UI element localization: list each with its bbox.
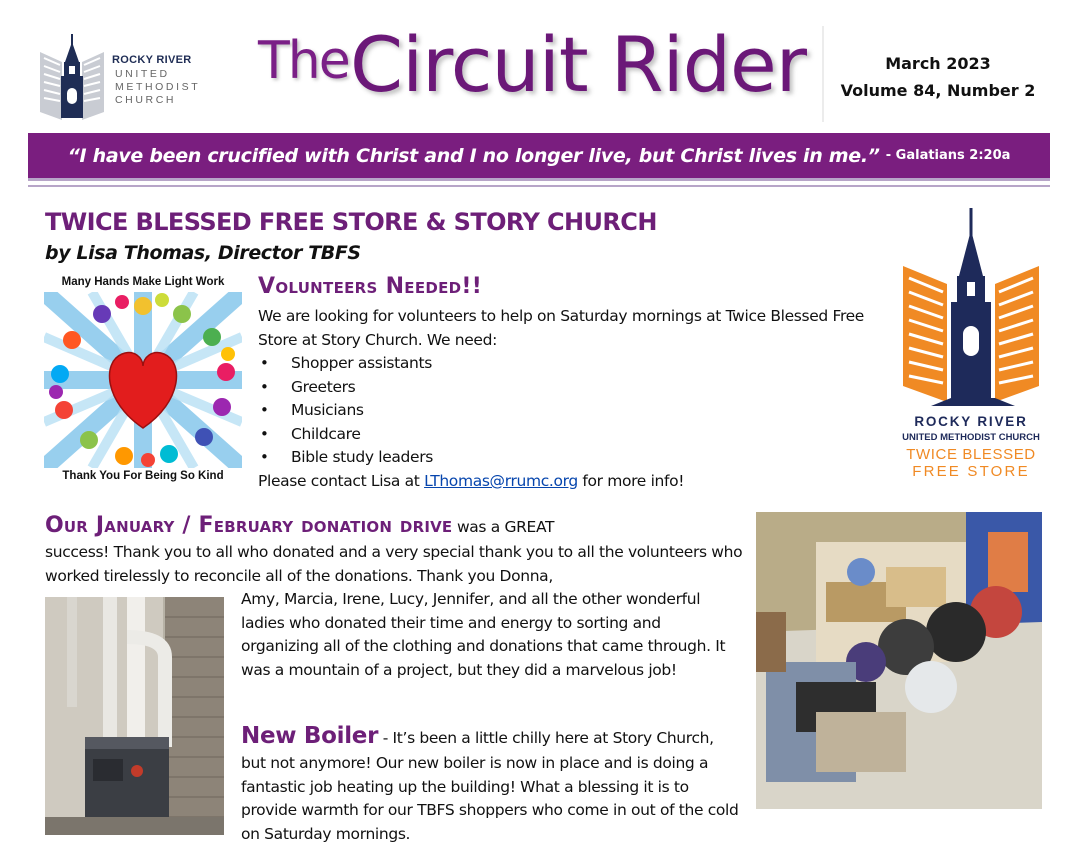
list-item: • Bible study leaders [258, 446, 658, 470]
issue-info [838, 50, 1038, 104]
heart-hands-graphic [44, 292, 242, 468]
church-logo-line4: CHURCH [115, 94, 177, 106]
boiler-paragraph: but not anymore! Our new boiler is now in place and is doing a fantastic job heating up the building! What a blessing it is to provide warmth for our TBFS shoppers who come in out of the cold on Saturday mornings. [241, 754, 739, 843]
church-logo-line2: UNITED [115, 68, 170, 80]
donation-paragraph-1: success! Thank you to all who donated and a very special thank you to all the volunteers who worked tirelessly to reconcile all of the donations. Thank you Donna, [45, 543, 743, 585]
list-item: • Childcare [258, 423, 658, 447]
hands-image-caption-bottom: Thank You For Being So Kind [62, 470, 224, 482]
volunteers-contact [258, 470, 883, 494]
donations-photo [756, 512, 1042, 809]
scripture-banner [28, 133, 1050, 181]
church-building-icon [38, 32, 106, 124]
tbfs-logo-line3: TWICE BLESSED [906, 446, 1036, 463]
issue-volume: Volume 84, Number 2 [840, 81, 1036, 100]
article-title: TWICE BLESSED FREE STORE & STORY CHURCH [45, 208, 657, 236]
tbfs-logo-line4: FREE STORE [912, 463, 1030, 480]
donations-photo-graphic [756, 512, 1042, 809]
church-logo-line3: METHODIST [115, 81, 201, 93]
tbfs-logo-line1: ROCKY RIVER [914, 414, 1028, 429]
scripture-reference: - Galatians 2:20a [885, 148, 1011, 163]
tbfs-church-icon [895, 206, 1047, 412]
tbfs-logo [895, 206, 1047, 486]
church-logo-line1: ROCKY RIVER [112, 54, 192, 66]
banner-underline [28, 185, 1050, 187]
hands-heart-image [44, 272, 242, 488]
boiler-heading-tail: - It’s been a little chilly here at Story Church, [378, 729, 714, 747]
donation-heading-tail: was a GREAT [452, 518, 555, 536]
list-item: • Shopper assistants [258, 352, 658, 376]
issue-date: March 2023 [885, 54, 991, 73]
tbfs-logo-line2: UNITED METHODIST CHURCH [902, 432, 1040, 443]
list-item: • Musicians [258, 399, 658, 423]
church-logo [38, 32, 213, 124]
hands-image-caption-top: Many Hands Make Light Work [61, 276, 225, 288]
masthead-the: The [258, 31, 349, 91]
donation-paragraph-2: Amy, Marcia, Irene, Lucy, Jennifer, and all the other wonderful ladies who donated their time and energy to sorting and organizing all of the clothing and donations that came through. It was a mountain of a project, but they did a marvelous job! [241, 590, 726, 679]
volunteers-heading: Volunteers Needed!! [258, 274, 483, 299]
scripture-verse: “I have been crucified with Christ and I no longer live, but Christ lives in me.” [67, 144, 880, 167]
newsletter-masthead [258, 20, 818, 118]
donation-heading: Our January / February donation drive [45, 513, 453, 538]
donation-heading-line [45, 513, 745, 538]
contact-text-before: Please contact Lisa at [258, 472, 425, 490]
boiler-photo-graphic [45, 597, 224, 835]
contact-email-link[interactable]: LThomas@rrumc.org [424, 472, 578, 490]
article-byline: by Lisa Thomas, Director TBFS [45, 242, 361, 264]
header-divider [822, 26, 824, 122]
boiler-photo [45, 597, 224, 835]
contact-text-after: for more info! [577, 472, 685, 490]
list-item: • Greeters [258, 376, 658, 400]
volunteers-list [258, 352, 658, 470]
boiler-heading-line [241, 723, 714, 749]
boiler-heading: New Boiler [241, 723, 379, 749]
masthead-title: Circuit Rider [350, 20, 806, 109]
volunteers-intro: We are looking for volunteers to help on Saturday mornings at Twice Blessed Free Store at Story Church. We need: [258, 307, 864, 349]
